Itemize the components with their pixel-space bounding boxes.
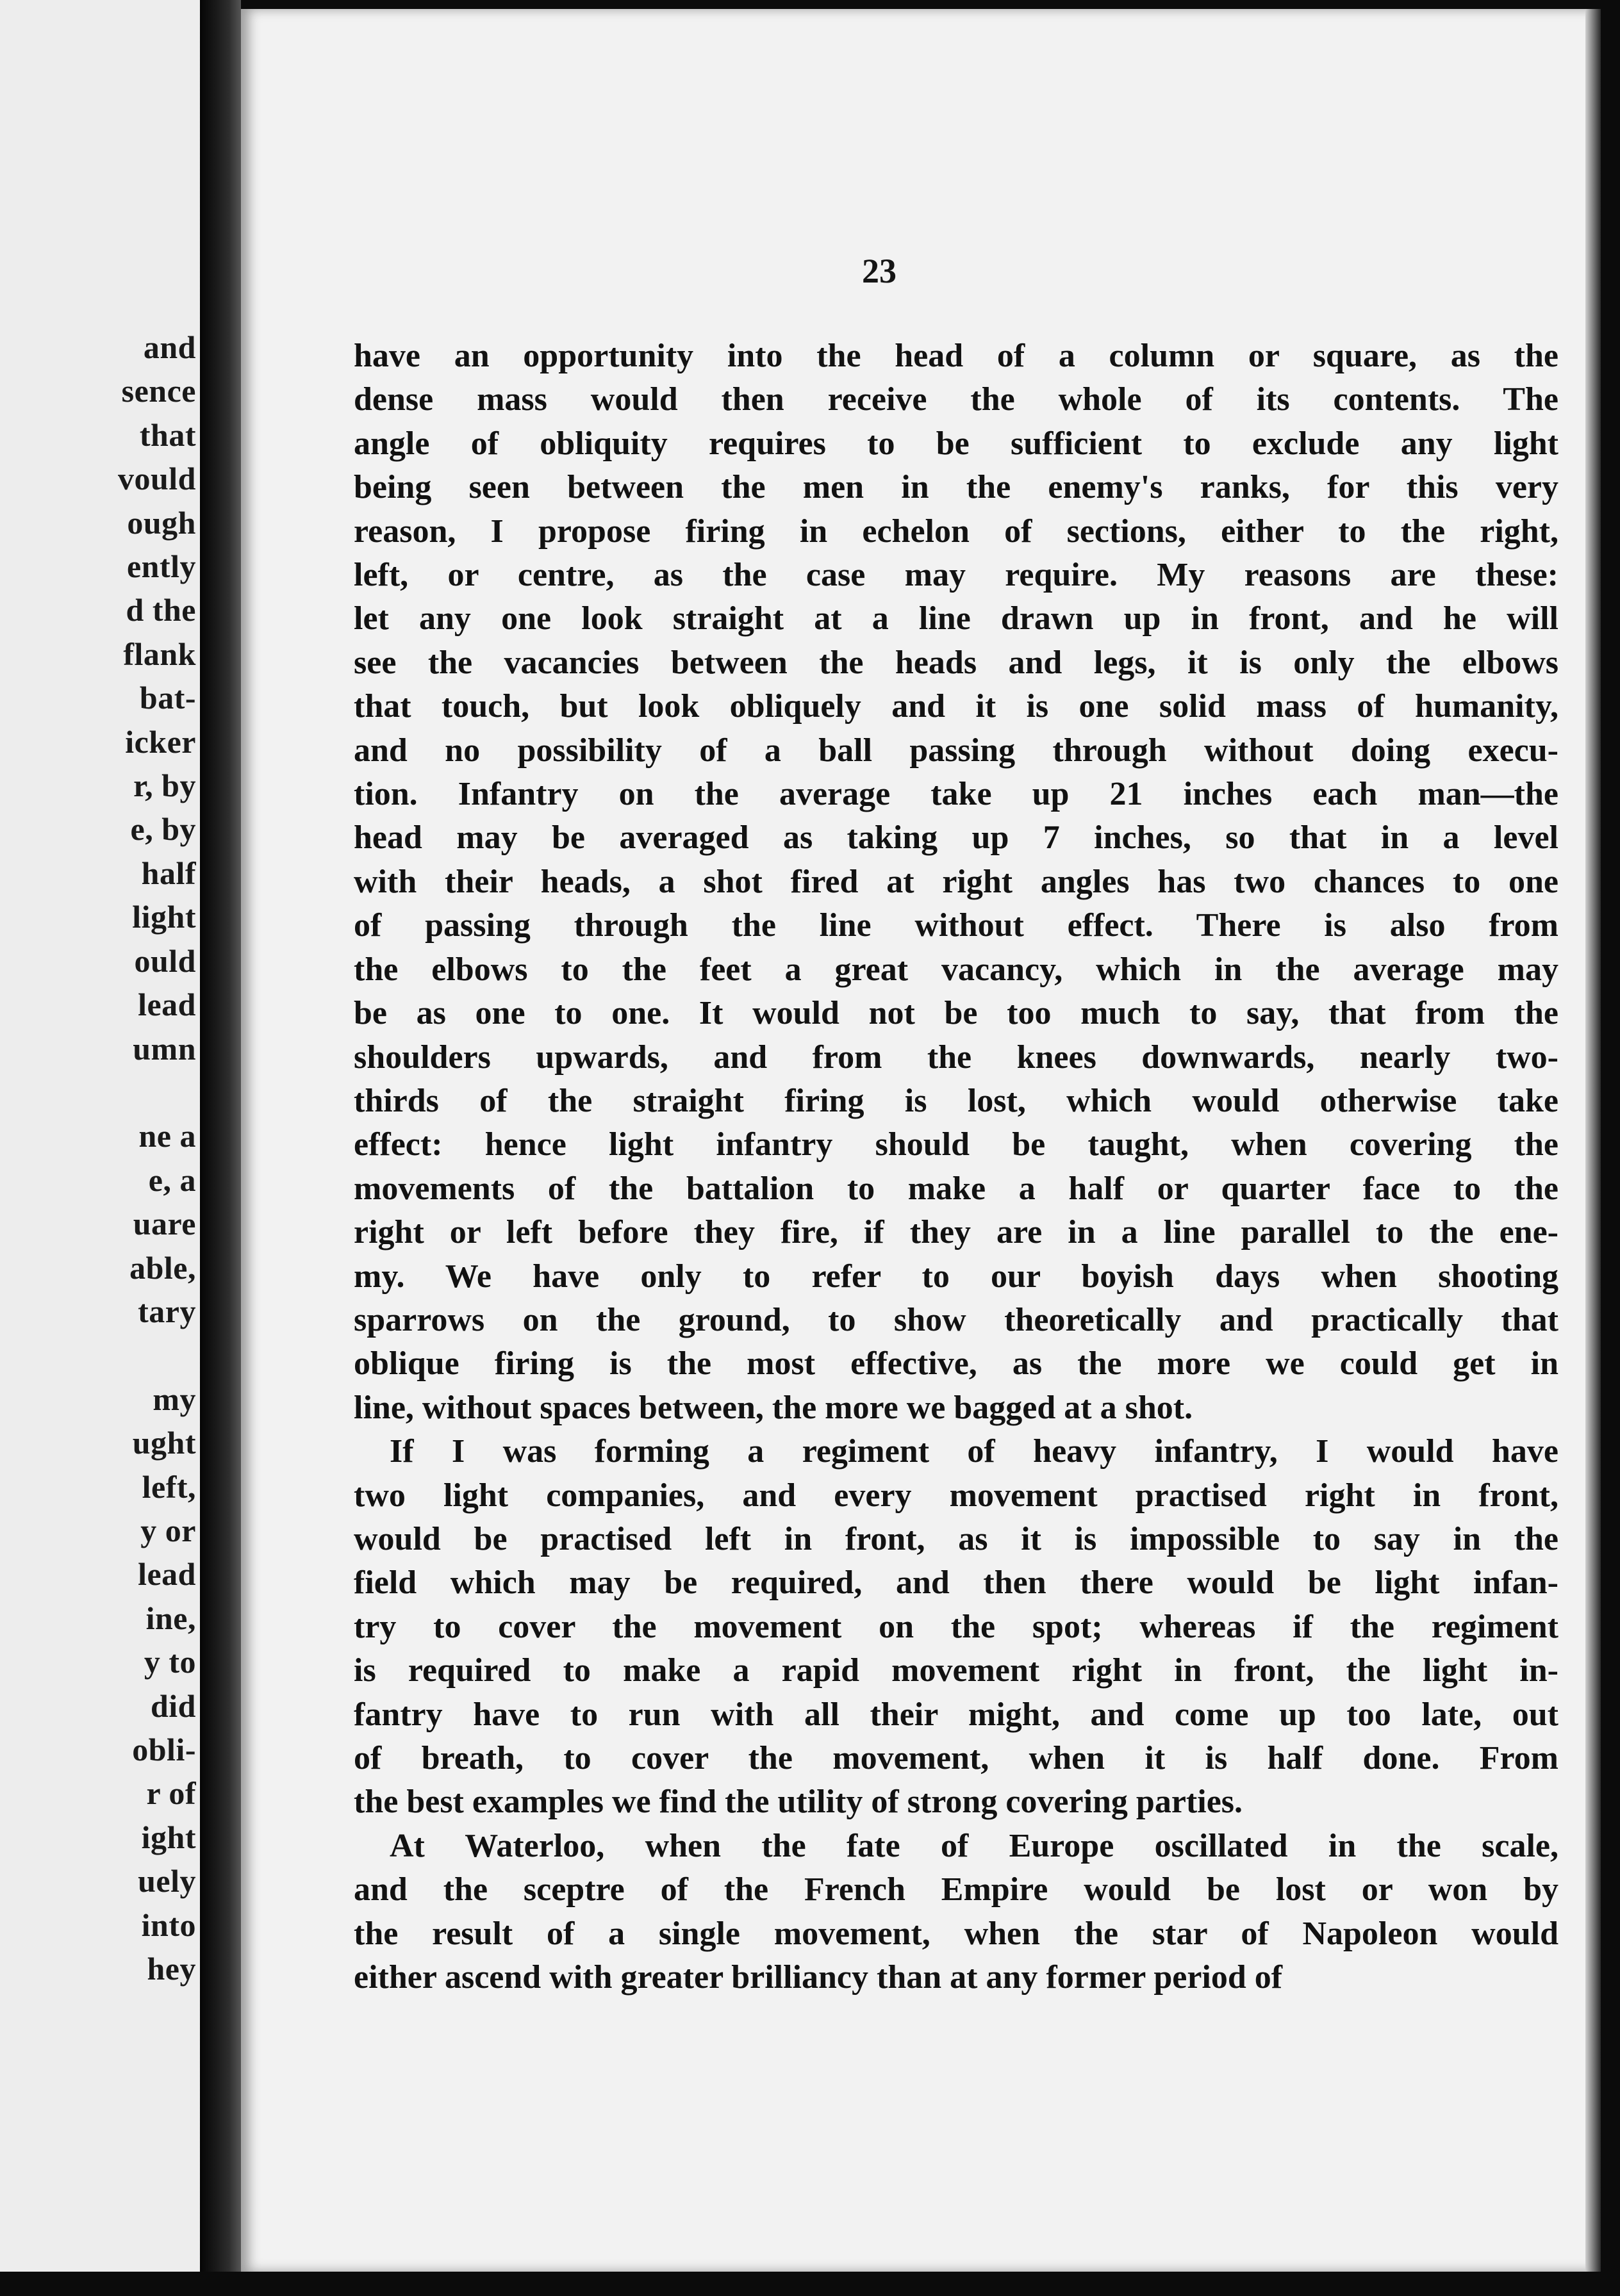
text-line: right or left before they fire, if they are in a line parallel to the ene- (354, 1214, 1558, 1251)
text-line: either ascend with greater brilliancy than at any former period of (354, 1959, 1283, 1996)
previous-page-line: e, a (148, 1161, 196, 1198)
text-line: effect: hence light infantry should be taught, when covering the (354, 1126, 1558, 1163)
previous-page-line: d the (126, 592, 196, 628)
previous-page-line: tary (138, 1293, 196, 1329)
previous-page-line: uely (138, 1863, 196, 1899)
text-line: that touch, but look obliquely and it is one solid mass of humanity, (354, 688, 1558, 725)
previous-page-line: obli- (132, 1732, 196, 1767)
text-line: try to cover the movement on the spot; whereas if the regiment (354, 1608, 1558, 1645)
text-line: sparrows on the ground, to show theoretically and practically that (354, 1301, 1558, 1338)
text-line: field which may be required, and then there would be light infan- (354, 1564, 1558, 1602)
previous-page-line: umn (133, 1030, 196, 1067)
previous-page-line: able, (129, 1249, 196, 1286)
previous-page-line: light (132, 899, 196, 935)
text-line: fantry have to run with all their might, and come up too late, out (354, 1696, 1558, 1733)
paragraph (354, 334, 1558, 1430)
text-line: of passing through the line without effect. There is also from (354, 907, 1558, 944)
previous-page-line: lead (138, 1556, 196, 1593)
paragraph (354, 1824, 1558, 2000)
text-line: and the sceptre of the French Empire would be lost or won by (354, 1871, 1558, 1908)
text-line: have an opportunity into the head of a column or square, as the (354, 338, 1558, 374)
text-line: tion. Infantry on the average take up 21 inches each man—the (354, 776, 1558, 813)
previous-page-text (118, 325, 196, 1990)
previous-page-line: r of (146, 1775, 196, 1812)
book-gutter (200, 0, 241, 2296)
previous-page-line: bat- (139, 680, 196, 716)
previous-page-line: did (150, 1687, 196, 1724)
previous-page-line: ently (126, 548, 196, 585)
text-line: dense mass would then receive the whole of its contents. The (354, 381, 1558, 418)
previous-page-line: flank (123, 636, 196, 672)
text-line: of breath, to cover the movement, when it is half done. From (354, 1740, 1558, 1776)
paragraph (354, 1430, 1558, 1824)
previous-page-line: ught (132, 1425, 196, 1461)
previous-page-line: y to (144, 1644, 196, 1680)
previous-page-line: ine, (145, 1600, 196, 1636)
previous-page-line: ould (134, 942, 196, 979)
text-line: my. We have only to refer to our boyish days when shooting (354, 1258, 1558, 1295)
previous-page-line: and (143, 329, 196, 365)
text-line: let any one look straight at a line drawn up in front, and he will (354, 600, 1558, 637)
page-number: 23 (862, 252, 897, 290)
previous-page-line: into (141, 1906, 196, 1943)
previous-page-line: uare (133, 1206, 196, 1242)
previous-page-line (118, 1333, 196, 1377)
text-line: is required to make a rapid movement right in front, the light in- (354, 1652, 1558, 1689)
previous-page-line: my (153, 1381, 196, 1417)
previous-page-line: ight (141, 1819, 196, 1855)
page-edge-shadow (1585, 9, 1601, 2272)
page-body-text (354, 334, 1558, 1999)
text-line: the best examples we find the utility of strong covering parties. (354, 1784, 1243, 1821)
text-line: would be practised left in front, as it is impossible to say in the (354, 1520, 1558, 1557)
scan-border (0, 2272, 1620, 2296)
text-line: see the vacancies between the heads and legs, it is only the elbows (354, 644, 1558, 681)
text-line: two light companies, and every movement practised right in front, (354, 1477, 1558, 1514)
previous-page-line: y or (140, 1512, 196, 1548)
text-line: oblique firing is the most effective, as the more we could get in (354, 1345, 1558, 1382)
text-line: thirds of the straight firing is lost, which would otherwise take (354, 1082, 1558, 1119)
previous-page-line: hey (147, 1951, 196, 1987)
previous-page-line: half (141, 855, 196, 891)
text-line: the result of a single movement, when the star of Napoleon would (354, 1915, 1558, 1952)
previous-page-line: ne a (138, 1118, 196, 1154)
text-line: line, without spaces between, the more we bagged at a shot. (354, 1389, 1193, 1426)
text-line: shoulders upwards, and from the knees downwards, nearly two- (354, 1038, 1558, 1076)
text-line: reason, I propose firing in echelon of sections, either to the right, (354, 512, 1558, 550)
book-page (241, 9, 1601, 2272)
previous-page-line: icker (125, 723, 196, 760)
previous-page-line: ough (127, 504, 196, 541)
previous-page-line: left, (142, 1468, 196, 1505)
previous-page-line: sence (121, 373, 196, 409)
text-line: with their heads, a shot fired at right angles has two chances to one (354, 863, 1558, 900)
text-line: the elbows to the feet a great vacancy, which in the average may (354, 951, 1558, 988)
text-line: angle of obliquity requires to be sufficient to exclude any light (354, 425, 1558, 462)
text-line: If I was forming a regiment of heavy infantry, I would have (390, 1433, 1558, 1470)
text-line: head may be averaged as taking up 7 inches, so that in a level (354, 819, 1558, 857)
previous-page-line: r, by (133, 767, 196, 804)
previous-page-line: lead (138, 987, 196, 1023)
previous-page-line (118, 1070, 196, 1114)
text-line: left, or centre, as the case may require. My reasons are these: (354, 557, 1558, 594)
previous-page-fragment (0, 0, 200, 2296)
previous-page-line: vould (117, 461, 196, 497)
text-line: be as one to one. It would not be too much to say, that from the (354, 995, 1558, 1032)
text-line: movements of the battalion to make a half or quarter face to the (354, 1170, 1558, 1207)
text-line: and no possibility of a ball passing through without doing execu- (354, 732, 1558, 769)
text-line: At Waterloo, when the fate of Europe oscillated in the scale, (390, 1827, 1558, 1864)
previous-page-line: e, by (130, 811, 196, 848)
text-line: being seen between the men in the enemy's ranks, for this very (354, 469, 1558, 506)
previous-page-line: that (139, 416, 196, 453)
